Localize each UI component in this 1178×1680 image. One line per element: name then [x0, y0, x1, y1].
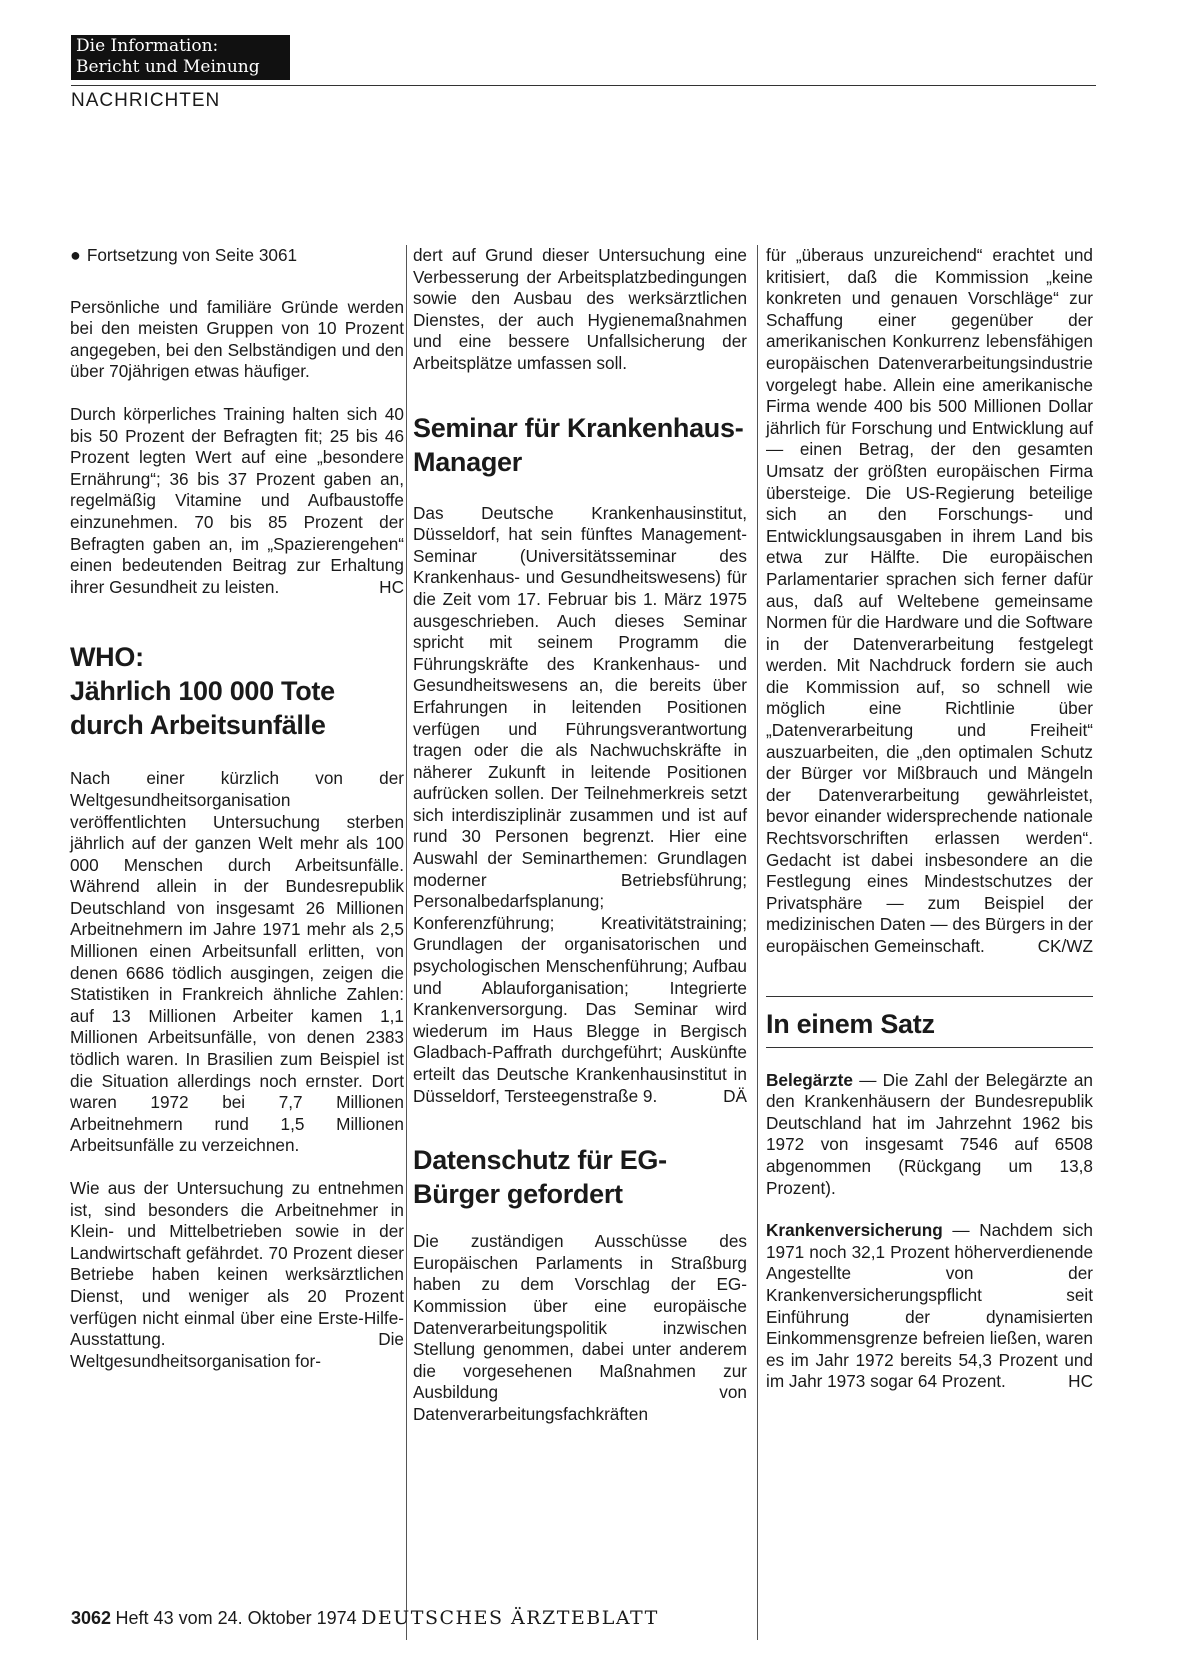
column-2 — [413, 245, 747, 1426]
headline-seminar: Seminar für Krankenhaus-Manager — [413, 412, 744, 477]
article-paragraph: Die zuständigen Ausschüsse des Europäischen Parlaments in Straßburg haben zu dem Vorschlag der EG-Kommission über eine europäische Datenverarbeitungspolitik inzwischen Stellung genommen, dabei unter anderem die vorgesehenen Maßnahmen zur Ausbildung von Datenverarbeitungsfachkräften — [413, 1231, 747, 1424]
page-footer — [71, 1607, 659, 1629]
article-paragraph: Persönliche und familiäre Gründe werden bei den meisten Gruppen von 10 Prozent angegeben, bei den Selbständigen und den über 70jährigen etwas häufiger. — [70, 296, 404, 382]
masthead-line2: Bericht und Meinung — [76, 57, 260, 77]
headline-who: WHO: Jährlich 100 000 Tote durch Arbeitsunfälle — [70, 642, 335, 741]
author-initials: DÄ — [723, 1085, 747, 1106]
column-1 — [70, 245, 404, 1372]
brief-item: Krankenversicherung — Nachdem sich 1971 noch 32,1 Prozent höherverdienende Angestellte von der Krankenversicherungspflicht seit Einführung der dynamisierten Einkommensgrenze befreien ließen, waren es im Jahr 1972 bereits 54,3 Prozent und im Jahr 1973 sogar 64 Prozent. HC — [766, 1220, 1093, 1392]
author-initials: HC — [1068, 1371, 1093, 1392]
masthead — [71, 35, 290, 80]
box-rule-bottom — [766, 1047, 1093, 1048]
headline-datenschutz: Datenschutz für EG-Bürger gefordert — [413, 1145, 667, 1210]
box-rule-top — [766, 996, 1093, 997]
headline-in-einem-satz: In einem Satz — [766, 1008, 935, 1039]
brief-item: Belegärzte — Die Zahl der Belegärzte an den Krankenhäusern der Bundesrepublik Deutschland hat im Jahrzehnt 1962 bis 1972 von insgesamt 7546 auf 6508 abgenommen (Rückgang um 13,8 Prozent). — [766, 1069, 1093, 1198]
article-paragraph: Wie aus der Untersuchung zu entnehmen ist, sind besonders die Arbeitnehmer in Klein- und Mittelbetrieben sowie in der Landwirtschaft gefährdet. 70 Prozent dieser Betriebe haben keinen werksärztlichen Dienst, und weniger als 20 Prozent verfügen nicht einmal über eine Erste-Hilfe-Ausstattung. Die Weltgesundheitsorganisation for- — [70, 1178, 404, 1371]
page-number: 3062 — [71, 1608, 112, 1628]
continued-note: ● Fortsetzung von Seite 3061 — [70, 245, 404, 267]
article-paragraph: dert auf Grund dieser Untersuchung eine Verbesserung der Arbeitsplatzbedingungen sowie den Ausbau des werksärztlichen Dienstes, der auch Hygienemaßnahmen und eine bessere Unfallsicherung der Arbeitsplätze umfassen soll. — [413, 245, 747, 373]
article-paragraph: Nach einer kürzlich von der Weltgesundheitsorganisation veröffentlichten Untersuchung sterben jährlich auf der ganzen Welt mehr als 100 000 Menschen durch Arbeitsunfälle. Während allein in der Bundesrepublik Deutschland von insgesamt 26 Millionen Arbeitnehmern im Jahre 1971 mehr als 2,5 Millionen einen Arbeitsunfall erlitten, von denen 6686 tödlich ausgingen, zeigen die Statistiken in Frankreich ähnliche Zahlen: auf 13 Millionen Arbeiter kamen 1,1 Millionen Arbeitsunfälle, von denen 2383 tödlich waren. In Brasilien zum Beispiel ist die Situation allerdings noch ernster. Dort waren 1972 bei 7,7 Millionen Arbeitnehmern rund 1,5 Millionen Arbeitsunfälle zu verzeichnen. — [70, 768, 404, 1156]
article-paragraph: für „überaus unzureichend“ erachtet und kritisiert, daß die Kommission „keine konkreten und genauen Vorschläge“ zur Schaffung einer gegenüber der amerikanischen Konkurrenz lebensfähigen europäischen Datenverarbeitungsindustrie vorgelegt habe. Allein eine amerikanische Firma wende 400 bis 500 Millionen Dollar jährlich für Forschung und Entwicklung auf — einen Betrag, der den gesamten Umsatz der größten europäischen Firma übersteige. Die US-Regierung beteilige sich an den Forschungs- und Entwicklungsausgaben in ihrem Land bis etwa zur Hälfte. Die europäischen Parlamentarier sprachen sich ferner dafür aus, daß auf Weltebene gemeinsame Normen für die Hardware und die Software in der Datenverarbeitung festgelegt werden. Mit Nachdruck fordern sie auch die Kommission auf, so schnell wie möglich eine Richtlinie über „Datenverarbeitung und Freiheit“ auszuarbeiten, die „den optimalen Schutz der Bürger vor Mißbrauch und Mängeln der Datenverarbeitung gewährleistet, bevor einander widersprechende nationale Rechtsvorschriften erlassen werden“. Gedacht ist dabei insbesondere an die Festlegung eines Mindestschutzes der Privatsphäre — zum Beispiel der medizinischen Daten — des Bürgers in der europäischen Gemeinschaft. CK/WZ — [766, 245, 1093, 956]
header-rule — [71, 85, 1096, 86]
masthead-line1: Die Information: — [76, 36, 219, 56]
issue-info: Heft 43 vom 24. Oktober 1974 — [115, 1608, 357, 1628]
author-initials: HC — [379, 576, 404, 597]
article-paragraph: Durch körperliches Training halten sich 40 bis 50 Prozent der Befragten fit; 25 bis 46 Prozent legten Wert auf eine „besondere Ernährung“; 36 bis 37 Prozent gaben an, regelmäßig Vitamine und Aufbaustoffe einzunehmen. 70 bis 85 Prozent der Befragten gaben an, im „Spazierengehen“ einen bedeutenden Beitrag zur Erhaltung ihrer Gesundheit zu leisten. HC — [70, 403, 404, 597]
magazine-name: DEUTSCHES ÄRZTEBLATT — [361, 1607, 659, 1629]
author-initials: CK/WZ — [1037, 936, 1093, 956]
column-divider-1 — [406, 245, 407, 1640]
column-3 — [766, 245, 1093, 1393]
section-label: NACHRICHTEN — [71, 90, 221, 111]
article-paragraph: Das Deutsche Krankenhausinstitut, Düsseldorf, hat sein fünftes Management-Seminar (Universitätsseminar des Krankenhaus- und Gesundheitswesens) für die Zeit vom 17. Februar bis 1. März 1975 ausgeschrieben. Auch dieses Seminar spricht mit seinem Programm die Führungskräfte des Krankenhaus- und Gesundheitswesens an, die bereits über Erfahrungen in leitenden Positionen verfügen und Führungsverantwortung tragen oder die als Nachwuchskräfte in näherer Zukunft in leitende Positionen aufrücken sollen. Der Teilnehmerkreis setzt sich interdisziplinär zusammen und ist auf rund 30 Personen begrenzt. Hier eine Auswahl der Seminarthemen: Grundlagen moderner Betriebsführung; Personalbedarfsplanung; Konferenzführung; Kreativitätstraining; Grundlagen der organisatorischen und psychologischen Menschenführung; Aufbau und Ablauforganisation; Integrierte Krankenversorgung. Das Seminar wird wiederum im Haus Blegge in Bergisch Gladbach-Paffrath durchgeführt; Auskünfte erteilt das Deutsche Krankenhausinstitut in Düsseldorf, Tersteegenstraße 9. DÄ — [413, 502, 747, 1106]
column-divider-2 — [757, 245, 758, 1640]
